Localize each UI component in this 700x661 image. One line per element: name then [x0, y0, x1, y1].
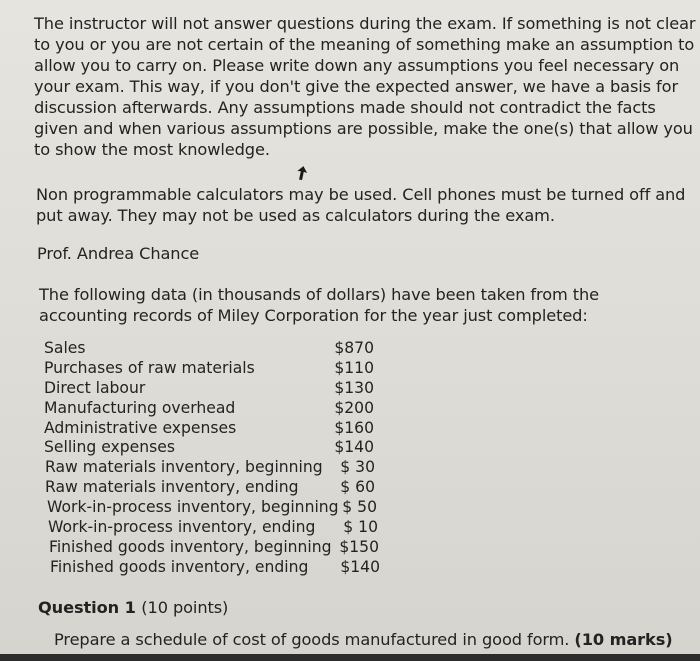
account-value: $140 — [334, 438, 374, 457]
account-label: Manufacturing overhead — [44, 398, 236, 417]
account-value: $ 30 — [340, 458, 375, 477]
list-item — [44, 339, 374, 359]
account-value: $130 — [334, 378, 374, 397]
list-item — [44, 438, 374, 458]
account-label: Purchases of raw materials — [44, 358, 255, 377]
data-intro-paragraph: The following data (in thousands of dollars) have been taken from the accounting records of Miley Corporation for the year just completed: — [39, 285, 599, 325]
account-label: Work-in-process inventory, ending — [48, 518, 316, 537]
account-label: Finished goods inventory, beginning — [49, 537, 332, 556]
account-value: $200 — [334, 398, 374, 417]
account-label: Work-in-process inventory, beginning — [47, 498, 339, 517]
list-item — [45, 458, 375, 478]
account-label: Raw materials inventory, ending — [45, 478, 299, 497]
account-label: Finished goods inventory, ending — [50, 557, 309, 576]
list-item — [44, 399, 374, 419]
account-label: Raw materials inventory, beginning — [45, 458, 323, 477]
question-title: Question 1 — [38, 598, 136, 617]
list-item — [47, 498, 377, 518]
list-item — [48, 518, 378, 538]
professor-name: Prof. Andrea Chance — [37, 244, 200, 263]
account-value: $ 60 — [340, 478, 375, 497]
question-prompt: Prepare a schedule of cost of goods manufactured in good form. — [54, 630, 570, 649]
mouse-cursor-icon — [296, 165, 308, 181]
list-item — [49, 538, 379, 558]
accounting-data-list — [44, 339, 380, 578]
account-value: $150 — [339, 537, 379, 556]
instructions-paragraph: The instructor will not answer questions during the exam. If something is not clear to you or you are not certain of the meaning of something make an assumption to allow you to carry on. Please write down any assumptions you feel necessary on your exam. This way, if you don't give the expected answer, we have a basis for discussion afterwards. Any assumptions made should not contradict the facts given and when various assumptions are possible, make the one(s) that allow you to show the most knowledge. — [34, 14, 696, 159]
question-points: (10 points) — [141, 598, 229, 617]
account-value: $870 — [334, 339, 374, 357]
bottom-edge-bar — [0, 654, 700, 661]
account-value: $140 — [340, 557, 380, 576]
calculator-policy-paragraph: Non programmable calculators may be used. Cell phones must be turned off and put away. They may not be used as calculators during the exam. — [36, 185, 686, 225]
question-prompt-line — [54, 629, 673, 650]
list-item — [44, 419, 374, 439]
list-item — [44, 379, 374, 399]
account-label: Selling expenses — [44, 438, 175, 457]
account-value: $160 — [334, 418, 374, 437]
question-heading — [38, 597, 228, 618]
account-label: Sales — [44, 339, 86, 357]
account-value: $110 — [334, 358, 374, 377]
account-label: Administrative expenses — [44, 418, 237, 437]
account-value: $ 50 — [342, 498, 377, 517]
list-item — [44, 359, 374, 379]
list-item — [50, 558, 380, 578]
account-value: $ 10 — [343, 518, 378, 537]
account-label: Direct labour — [44, 378, 146, 397]
question-marks: (10 marks) — [574, 630, 673, 649]
list-item — [45, 478, 375, 498]
